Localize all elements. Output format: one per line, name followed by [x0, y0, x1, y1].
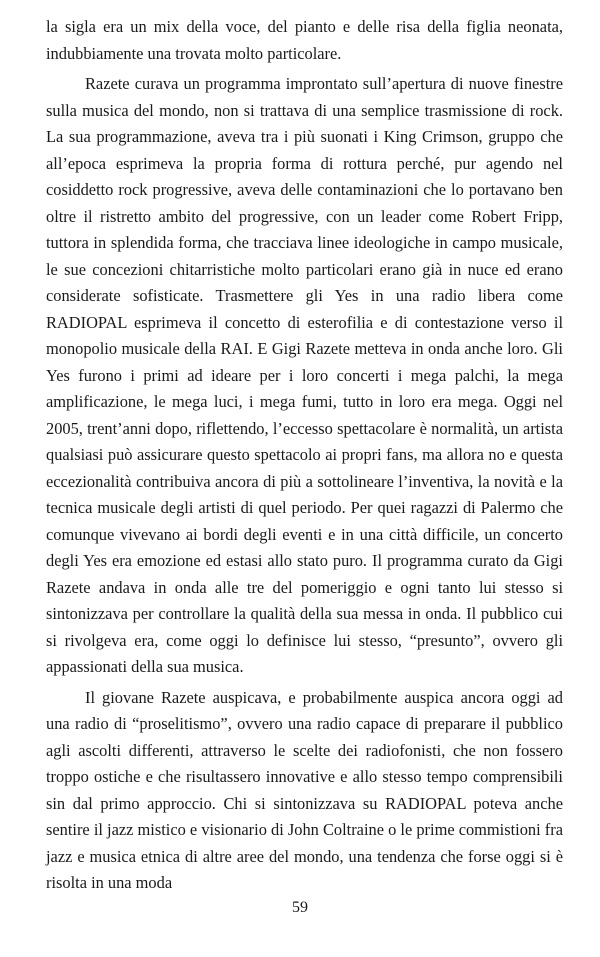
paragraph-continuation: la sigla era un mix della voce, del pianto e delle risa della figlia neonata, indubbiamente una trovata molto particolare.: [46, 17, 563, 63]
page-number: 59: [292, 899, 308, 916]
paragraph-proselitismo: Il giovane Razete auspicava, e probabilmente auspica ancora oggi ad una radio di “proselitismo”, ovvero una radio capace di preparare il pubblico agli ascolti differenti, attraverso le scelte dei radiofonisti, che non fossero troppo ostiche e che risultassero innovative e allo stesso tempo comprensibili sin dal primo approccio. Chi si sintonizzava su RADIOPAL poteva anche sentire il jazz mistico e visionario di John Coltraine o le prime commistioni fra jazz e musica etnica di altre aree del mondo, una tendenza che forse oggi si è risolta in una moda: [46, 687, 563, 892]
body-text: [46, 14, 563, 901]
paragraph-razete-program: Razete curava un programma improntato sull’apertura di nuove finestre sulla musica del mondo, non si trattava di una semplice trasmissione di rock. La sua programmazione, aveva tra i più suonati i King Crimson, gruppo che all’epoca esprimeva la propria forma di rottura perché, pur agendo nel cosiddetto rock progressive, aveva delle contaminazioni che lo portavano ben oltre il ristretto ambito del progressive, con un leader come Robert Fripp, tuttora in splendida forma, che tracciava linee ideologiche in campo musicale, le sue concezioni chitarristiche molto particolari erano già in nuce ed erano considerate sofisticate. Trasmettere gli Yes in una radio libera come RADIOPAL esprimeva il concetto di esterofilia e di contestazione verso il monopolio musicale della RAI. E Gigi Razete metteva in onda anche loro. Gli Yes furono i primi ad ideare per i loro concerti i mega palchi, la mega amplificazione, le mega luci, i mega fumi, tutto in loro era mega. Oggi nel 2005, trent’anni dopo, riflettendo, l’eccesso spettacolare è normalità, un artista qualsiasi può assicurare questo spettacolo ai propri fans, ma allora no e questa eccezionalità contribuiva ancora di più a sottolineare l’inventiva, la novità e la tecnica musicale degli artisti di quel periodo. Per quei ragazzi di Palermo che comunque vivevano ai bordi degli eventi e in una città difficile, un concerto degli Yes era emozione ed estasi allo stato puro. Il programma curato da Gigi Razete andava in onda alle tre del pomeriggio e ogni tanto lui stesso si sintonizzava per controllare la qualità della sua messa in onda. Il pubblico cui si rivolgeva era, come oggi lo definisce lui stesso, “presunto”, ovvero gli appassionati della sua musica.: [46, 74, 563, 676]
